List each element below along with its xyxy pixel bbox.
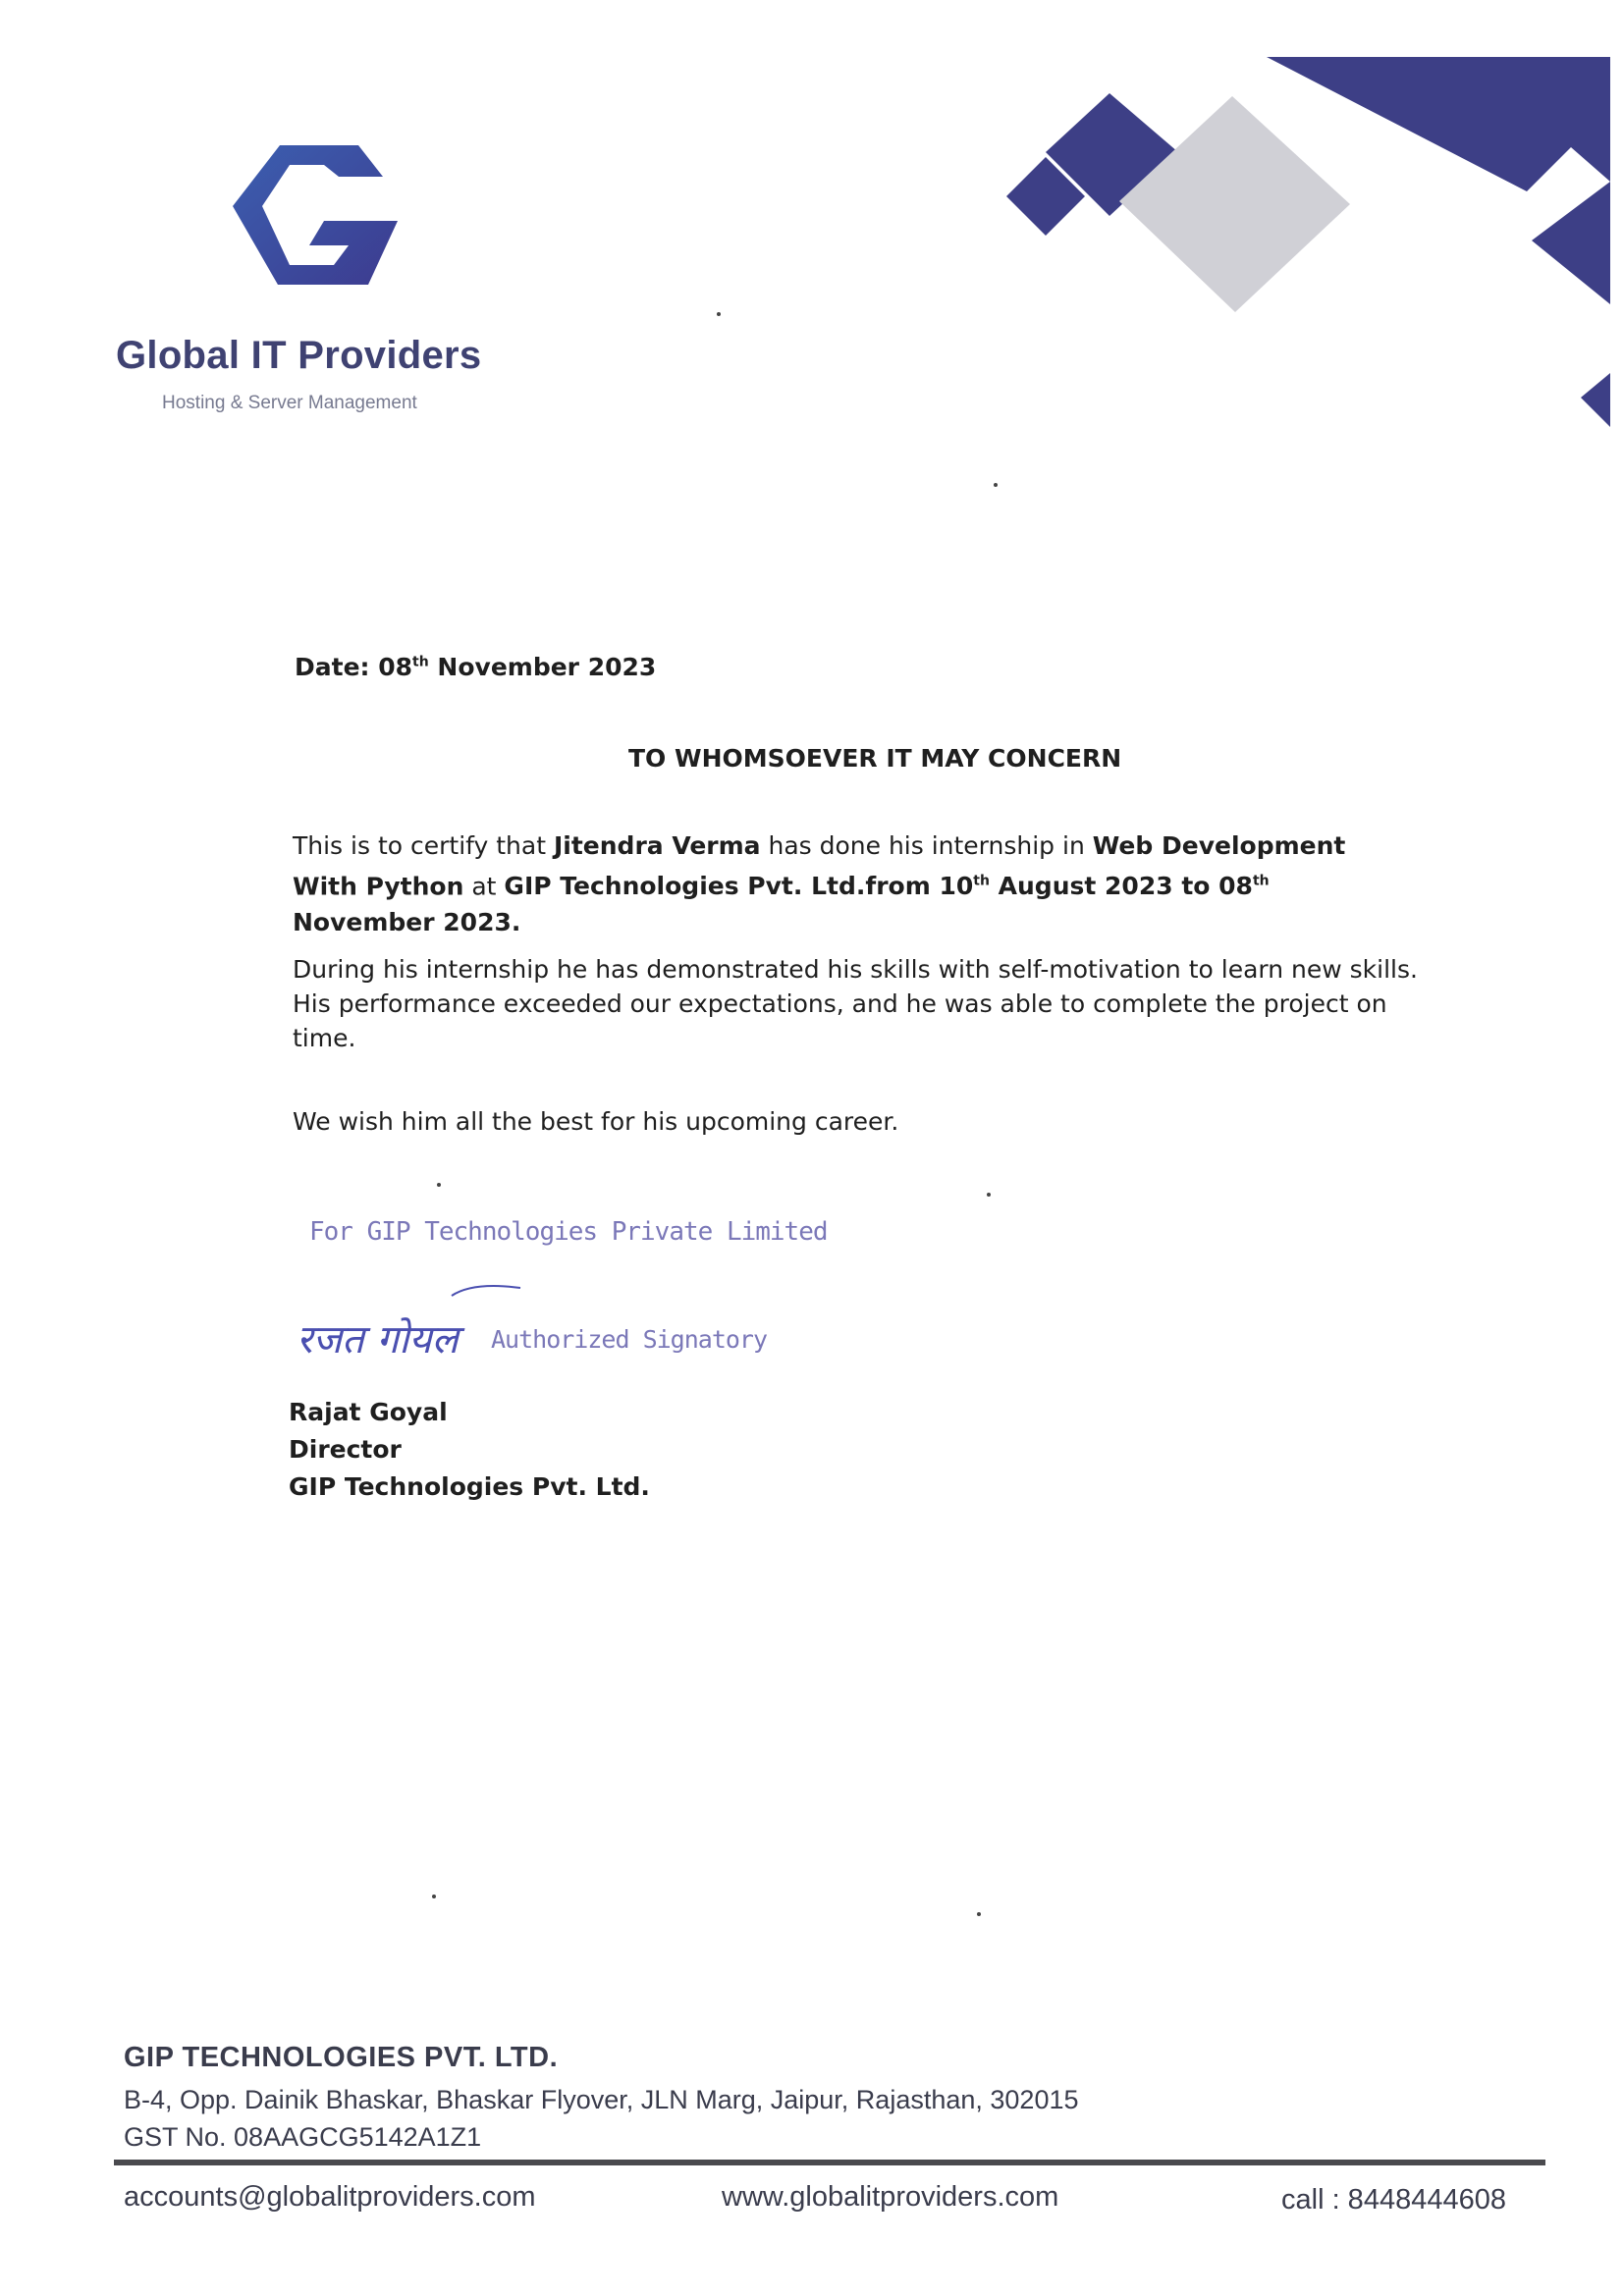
- wishes-paragraph: We wish him all the best for his upcoming career.: [293, 1107, 899, 1136]
- letter-date: Date: 08th November 2023: [295, 653, 657, 681]
- signature-text: रजत गोयल: [297, 1317, 459, 1362]
- signer-title: Director: [289, 1435, 402, 1464]
- footer-gst-number: GST No. 08AAGCG5142A1Z1: [124, 2122, 482, 2152]
- intern-name: Jitendra Verma: [553, 831, 761, 860]
- footer-phone: call : 8448444608: [1281, 2184, 1506, 2216]
- scan-speck: [437, 1183, 441, 1187]
- footer-divider: [114, 2160, 1545, 2165]
- stamp-authorized-signatory: Authorized Signatory: [491, 1325, 768, 1354]
- performance-paragraph: During his internship he has demonstrated his skills with self-motivation to learn new skills. His performance exceeded our expectations, and he was able to complete the project on time.: [293, 955, 1418, 1052]
- footer-address: B-4, Opp. Dainik Bhaskar, Bhaskar Flyover, JLN Marg, Jaipur, Rajasthan, 302015: [124, 2085, 1079, 2114]
- company-and-dates: GIP Technologies Pvt. Ltd.from 10th August 2023 to 08th November 2023.: [293, 872, 1270, 937]
- signature: [295, 1266, 579, 1374]
- scan-speck: [432, 1895, 436, 1898]
- company-tagline: Hosting & Server Management: [162, 393, 417, 413]
- scan-speck: [717, 312, 721, 316]
- scan-speck: [994, 483, 998, 487]
- course-name: Web Development With Python: [293, 831, 1346, 901]
- signer-name: Rajat Goyal: [289, 1398, 448, 1426]
- company-name: Global IT Providers: [116, 334, 482, 377]
- stamp-company: For GIP Technologies Private Limited: [309, 1217, 828, 1247]
- corner-decoration: [982, 39, 1623, 432]
- footer-company-name: GIP TECHNOLOGIES PVT. LTD.: [124, 2042, 559, 2073]
- scan-speck: [987, 1193, 991, 1197]
- certificate-paragraph: This is to certify that Jitendra Verma has done his internship in Web Development With Python at GIP Technologies Pvt. Ltd.from 10th August 2023 to 08th November 2023.: [293, 831, 1346, 937]
- letter-subject: TO WHOMSOEVER IT MAY CONCERN: [628, 744, 1122, 773]
- footer-email: accounts@globalitproviders.com: [124, 2181, 536, 2213]
- signer-company: GIP Technologies Pvt. Ltd.: [289, 1472, 650, 1501]
- scan-speck: [977, 1912, 981, 1916]
- g-logo-icon: [211, 137, 407, 314]
- footer-website: www.globalitproviders.com: [722, 2181, 1059, 2213]
